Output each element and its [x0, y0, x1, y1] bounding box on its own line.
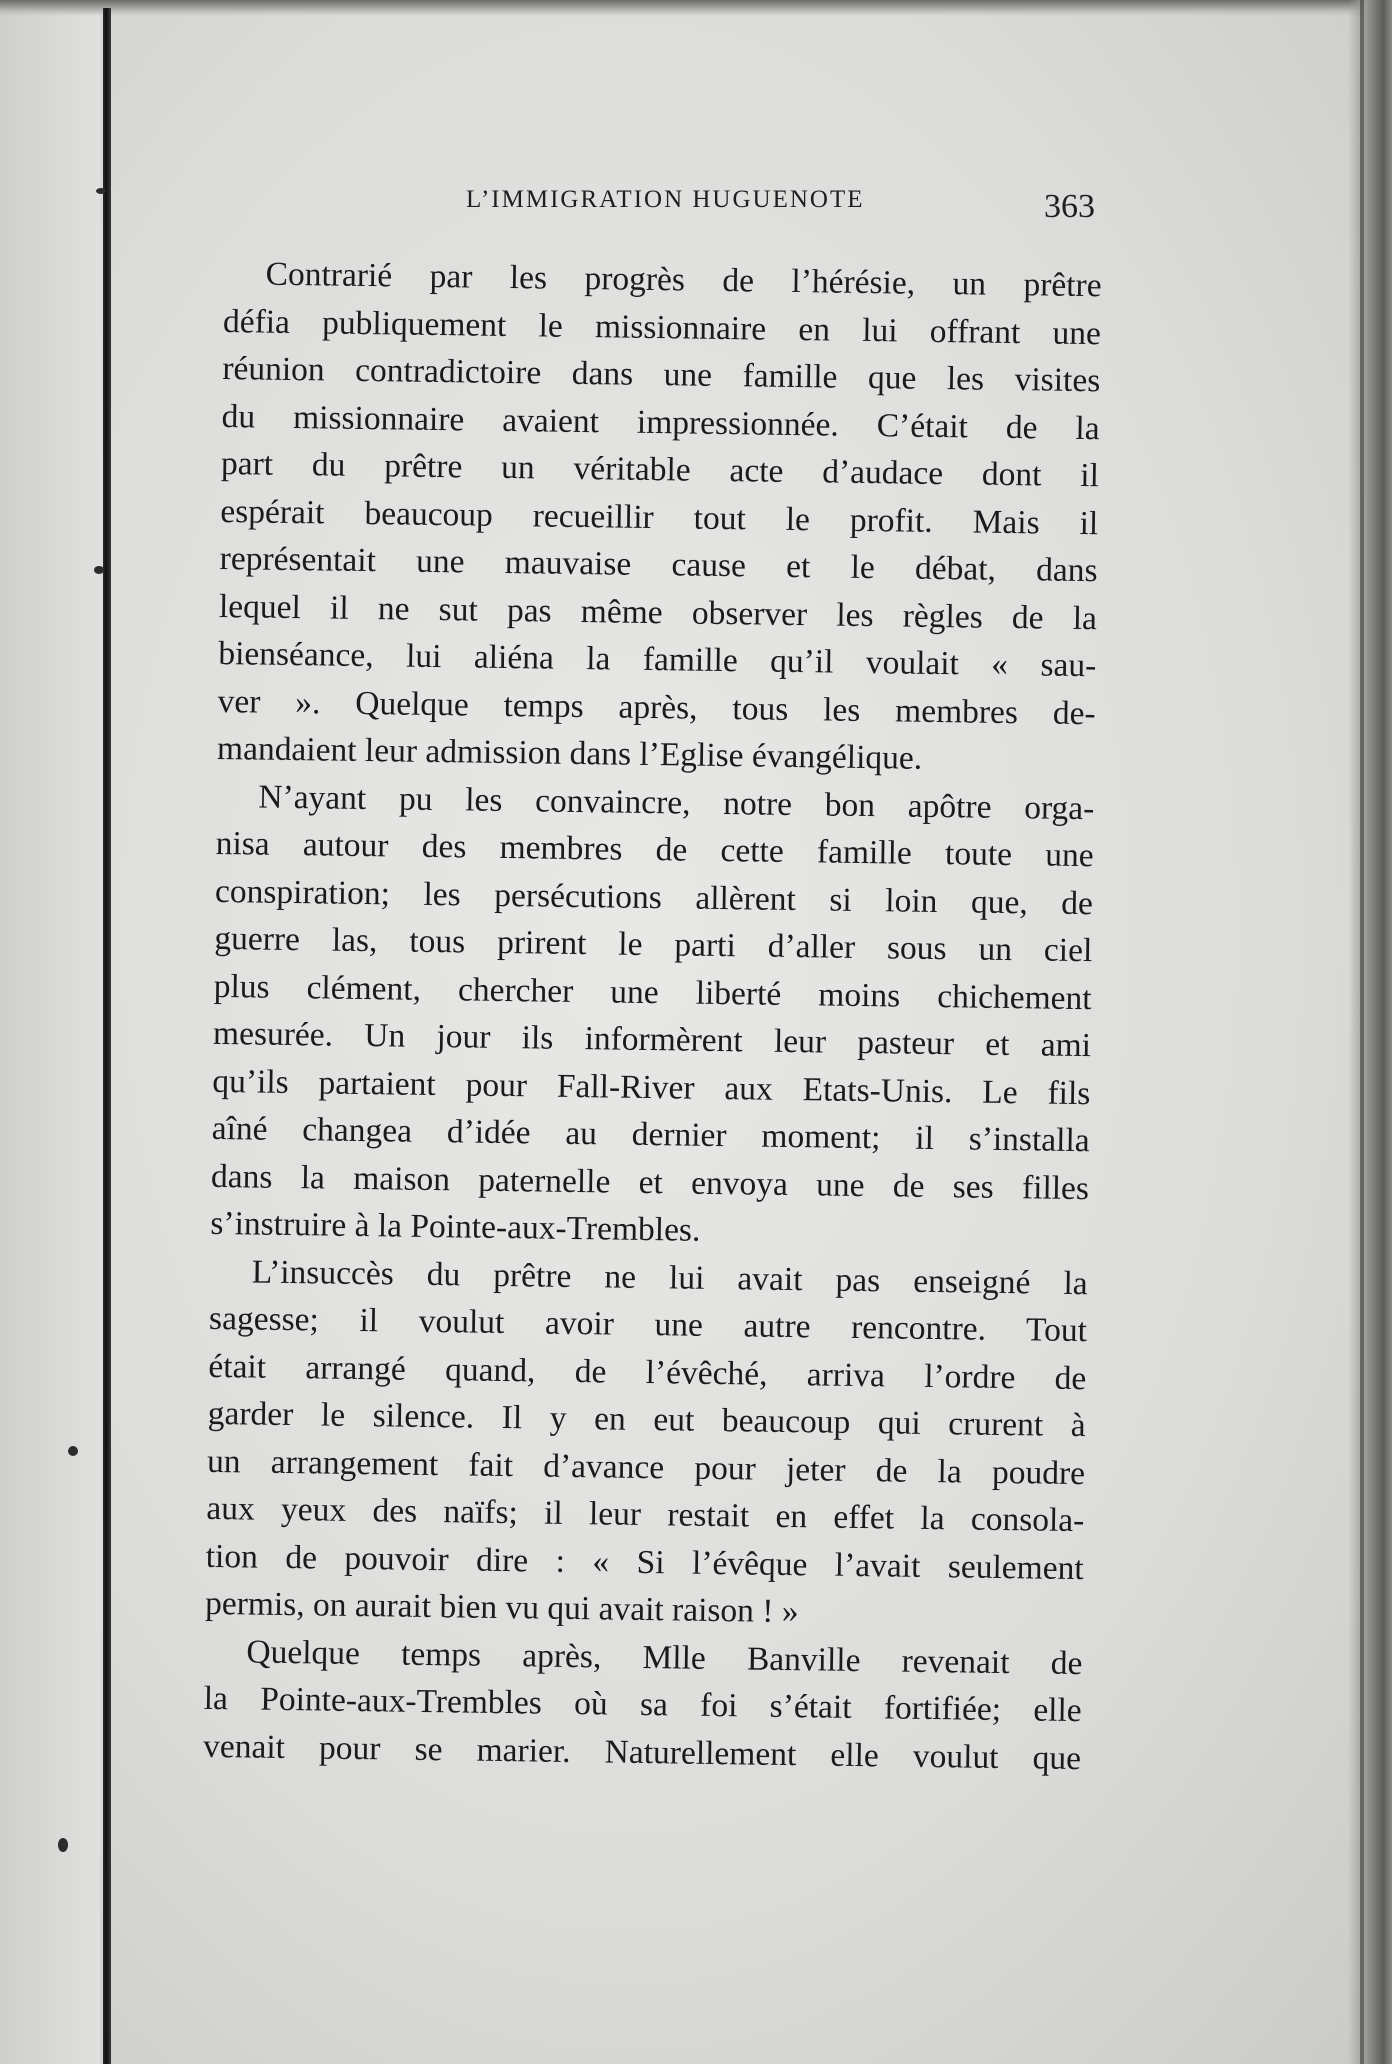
text-line: venait pour se marier. Naturellement elle voulut que [202, 1727, 1082, 1777]
text-line: qu’ils partaient pour Fall-River aux Etats-Unis. Le fils [212, 1062, 1091, 1112]
text-line: bienséance, lui aliéna la famille qu’il voulait « sau- [218, 634, 1097, 685]
text-line: nisa autour des membres de cette famille toute une [215, 824, 1094, 875]
text-line: ver ». Quelque temps après, tous les membres de- [217, 682, 1096, 732]
text-line: la Pointe-aux-Trembles où sa foi s’était fortifiée; elle [203, 1679, 1082, 1730]
paragraph [217, 250, 1102, 785]
text-line: garder le silence. Il y en eut beaucoup qui crurent à [207, 1394, 1086, 1445]
text-line: tion de pouvoir dire : « Si l’évêque l’avait seulement [205, 1537, 1084, 1587]
text-line: s’instruire à la Pointe-aux-Trembles. [210, 1204, 701, 1249]
paragraph [210, 772, 1095, 1259]
binding-edge [103, 8, 111, 2064]
text-line: représentait une mauvaise cause et le débat, dans [219, 539, 1098, 590]
text-line: espérait beaucoup recueillir tout le profit. Mais il [220, 492, 1099, 542]
binding-mark [58, 1838, 68, 1852]
binding-mark [94, 566, 104, 574]
page-number: 363 [1044, 188, 1095, 225]
top-page-edge [0, 0, 1392, 16]
text-line: était arrangé quand, de l’évêché, arriva l’ordre de [208, 1347, 1087, 1397]
text-line: réunion contradictoire dans une famille que les visites [222, 349, 1101, 400]
right-page-edge [1348, 0, 1392, 2064]
text-line: un arrangement fait d’avance pour jeter de la poudre [206, 1442, 1086, 1492]
text-line: conspiration; les persécutions allèrent si loin que, de [214, 872, 1094, 922]
running-head: L’IMMIGRATION HUGUENOTE [466, 186, 865, 213]
text-line: sagesse; il voulut avoir une autre rencontre. Tout [208, 1299, 1088, 1350]
right-page-border [1360, 0, 1364, 2064]
text-line: aîné changea d’idée au dernier moment; il s’installa [211, 1109, 1090, 1160]
text-line: L’insuccès du prêtre ne lui avait pas enseigné la [251, 1252, 1088, 1302]
text-line: N’ayant pu les convaincre, notre bon apôtre orga- [258, 778, 1095, 827]
text-line: Contrarié par les progrès de l’hérésie, un prêtre [265, 255, 1102, 305]
binding-mark [68, 1446, 78, 1456]
text-line: lequel il ne sut pas même observer les règles de la [218, 587, 1098, 637]
text-line: du missionnaire avaient impressionnée. C’était de la [221, 397, 1100, 447]
binding-mark [96, 188, 106, 194]
body-text [203, 250, 1102, 1782]
text-line: Quelque temps après, Mlle Banville revenait de [246, 1632, 1083, 1682]
paragraph [205, 1247, 1088, 1639]
text-line: aux yeux des naïfs; il leur restait en effet la consola- [206, 1489, 1085, 1540]
text-line: permis, on aurait bien vu qui avait raison ! » [204, 1584, 799, 1631]
text-line: guerre las, tous prirent le parti d’aller sous un ciel [214, 919, 1093, 970]
gutter-shadow [0, 0, 100, 2064]
text-line: mandaient leur admission dans l’Eglise évangélique. [216, 729, 923, 777]
text-line: plus clément, chercher une liberté moins chichement [213, 967, 1092, 1017]
text-line: défia publiquement le missionnaire en lui offrant une [222, 302, 1102, 352]
text-line: part du prêtre un véritable acte d’audace dont il [220, 444, 1100, 495]
text-line: dans la maison paternelle et envoya une de ses filles [210, 1157, 1090, 1207]
paragraph [203, 1627, 1083, 1782]
text-line: mesurée. Un jour ils informèrent leur pasteur et ami [212, 1014, 1092, 1065]
